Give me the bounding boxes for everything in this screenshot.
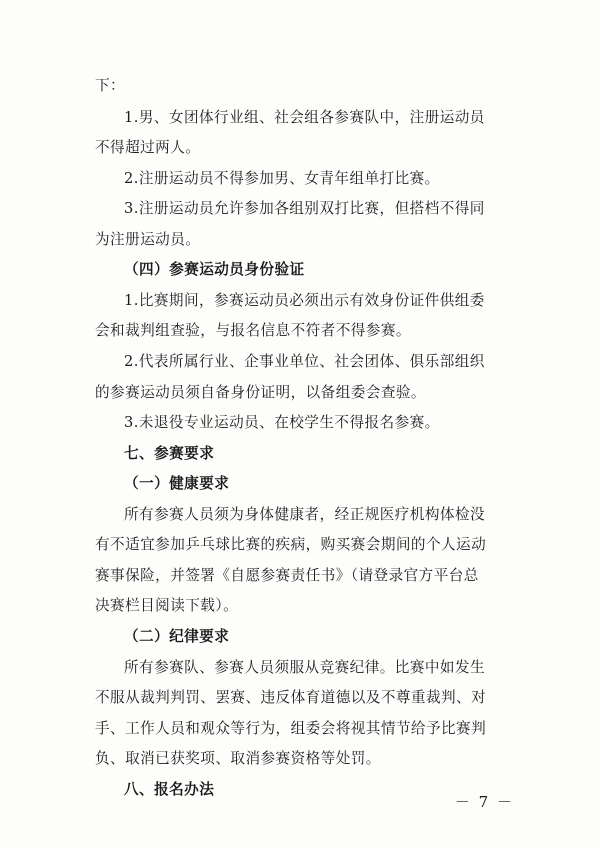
chapter-heading-requirements: 七、参赛要求 — [124, 444, 215, 462]
page-number: － 7 － — [454, 793, 514, 811]
rule-item-3-cont: 为注册运动员。 — [95, 230, 201, 248]
identity-item-2-cont: 的参赛运动员须自备身份证明，以备组委会查验。 — [95, 383, 426, 401]
rule-item-3: 3.注册运动员允许参加各组别双打比赛，但搭档不得同 — [124, 200, 485, 218]
rule-item-1-cont: 不得超过两人。 — [95, 139, 201, 157]
identity-item-1: 1.比赛期间，参赛运动员必须出示有效身份证件供组委 — [124, 291, 485, 309]
health-paragraph-line: 所有参赛人员须为身体健康者，经正规医疗机构体检没 — [124, 505, 486, 523]
identity-item-2: 2.代表所属行业、企事业单位、社会团体、俱乐部组织 — [124, 352, 485, 370]
rule-item-1: 1.男、女团体行业组、社会组各参赛队中，注册运动员 — [124, 108, 485, 126]
health-paragraph-line: 赛事保险，并签署《自愿参赛责任书》（请登录官方平台总 — [95, 566, 479, 584]
continuation-line: 下： — [95, 77, 126, 94]
discipline-paragraph-line: 不服从裁判判罚、罢赛、违反体育道德以及不尊重裁判、对 — [95, 689, 487, 707]
discipline-paragraph-line: 所有参赛队、参赛人员须服从竞赛纪律。比赛中如发生 — [124, 658, 486, 676]
section-heading-identity: （四）参赛运动员身份验证 — [124, 261, 305, 279]
health-paragraph-line: 有不适宜参加乒乓球比赛的疾病，购买赛会期间的个人运动 — [95, 536, 487, 554]
section-heading-discipline: （二）纪律要求 — [124, 628, 230, 646]
discipline-paragraph-line: 负、取消已获奖项、取消参赛资格等处罚。 — [95, 750, 381, 768]
rule-item-2: 2.注册运动员不得参加男、女青年组单打比赛。 — [124, 169, 440, 187]
chapter-heading-registration: 八、报名办法 — [124, 780, 215, 798]
health-paragraph-line: 决赛栏目阅读下载）。 — [95, 597, 239, 615]
section-heading-health: （一）健康要求 — [124, 475, 230, 493]
identity-item-3: 3.未退役专业运动员、在校学生不得报名参赛。 — [124, 414, 440, 432]
discipline-paragraph-line: 手、工作人员和观众等行为，组委会将视其情节给予比赛判 — [95, 719, 487, 737]
identity-item-1-cont: 会和裁判组查验，与报名信息不符者不得参赛。 — [95, 322, 411, 340]
